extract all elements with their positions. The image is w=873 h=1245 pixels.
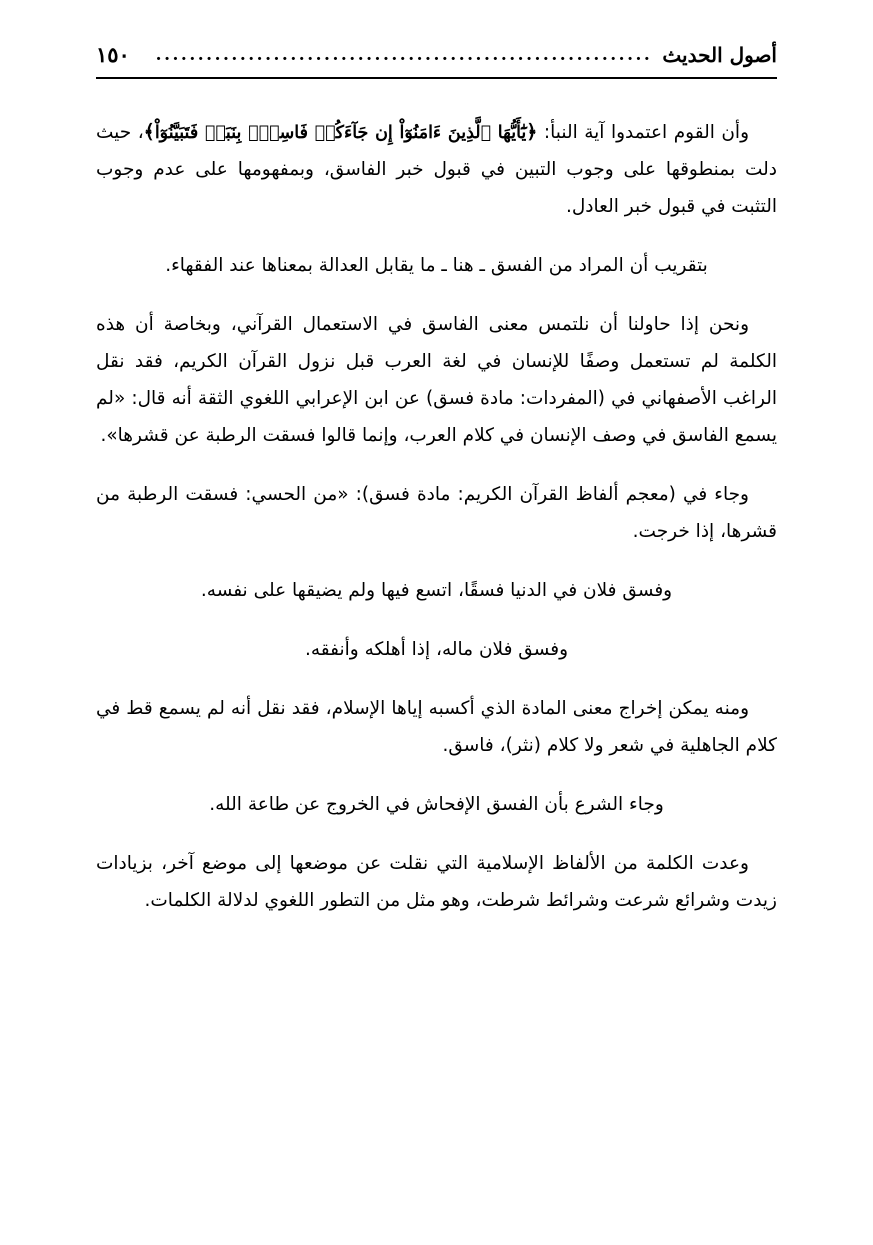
paragraph-1-lead-text: وأن القوم اعتمدوا آية النبأ: [537,122,750,143]
header-dot-leader: ........................................................... [155,45,653,65]
paragraph-2: بتقريب أن المراد من الفسق ـ هنا ـ ما يقابل العدالة بمعناها عند الفقهاء. [165,255,708,276]
quran-bracket-open: ﴿ [526,121,538,143]
paragraph-4: وجاء في (معجم ألفاظ القرآن الكريم: مادة فسق): «من الحسي: فسقت الرطبة من قشرها، إذا خرجت. [96,484,777,542]
paragraph-3: ونحن إذا حاولنا أن نلتمس معنى الفاسق في الاستعمال القرآني، وبخاصة أن هذه الكلمة لم تستعمل وصفًا للإنسان في لغة العرب قبل نزول القرآن الكريم، فقد نقل الراغب الأصفهاني في (المفردات: مادة فسق) عن ابن الإعرابي اللغوي الثقة أنه قال: «لم يسمع الفاسق في وصف الإنسان في كلام العرب، وإنما قالوا فسقت الرطبة عن قشرها». [96,314,777,446]
paragraph-1-trail-text: ، حيث دلت بمنطوقها على وجوب التبين في قبول خبر الفاسق، وبمفهومها على عدم وجوب التثبت في قبول خبر العادل. [96,122,777,217]
page-number: ١٥٠ [96,42,130,67]
paragraph-8: وجاء الشرع بأن الفسق الإفحاش في الخروج عن طاعة الله. [209,794,664,815]
paragraph-1 [96,113,777,225]
page-header [96,42,777,79]
paragraph-7: ومنه يمكن إخراج معنى المادة الذي أكسبه إياها الإسلام، فقد نقل أنه لم يسمع قط في كلام الجاهلية في شعر ولا كلام (نثر)، فاسق. [96,698,777,756]
paragraph-5: وفسق فلان في الدنيا فسقًا، اتسع فيها ولم يضيقها على نفسه. [200,580,673,601]
book-title: أصول الحديث [662,43,777,67]
paragraph-6: وفسق فلان ماله، إذا أهلكه وأنفقه. [304,639,569,660]
quran-bracket-close: ﴾ [143,121,155,143]
paragraph-9: وعدت الكلمة من الألفاظ الإسلامية التي نقلت عن موضعها إلى موضع آخر، بزيادات زيدت وشرائع شرعت وشرائط شرطت، وهو مثل من التطور اللغوي لدلالة الكلمات. [96,853,777,911]
quran-verse: يَٰٓأَيُّهَا ٱلَّذِينَ ءَامَنُوٓاْ إِن جَآءَكُمۡ فَاسِقُۢ بِنَبَإٖ فَتَبَيَّنُوٓاْ [154,123,527,143]
page-body [96,113,777,919]
